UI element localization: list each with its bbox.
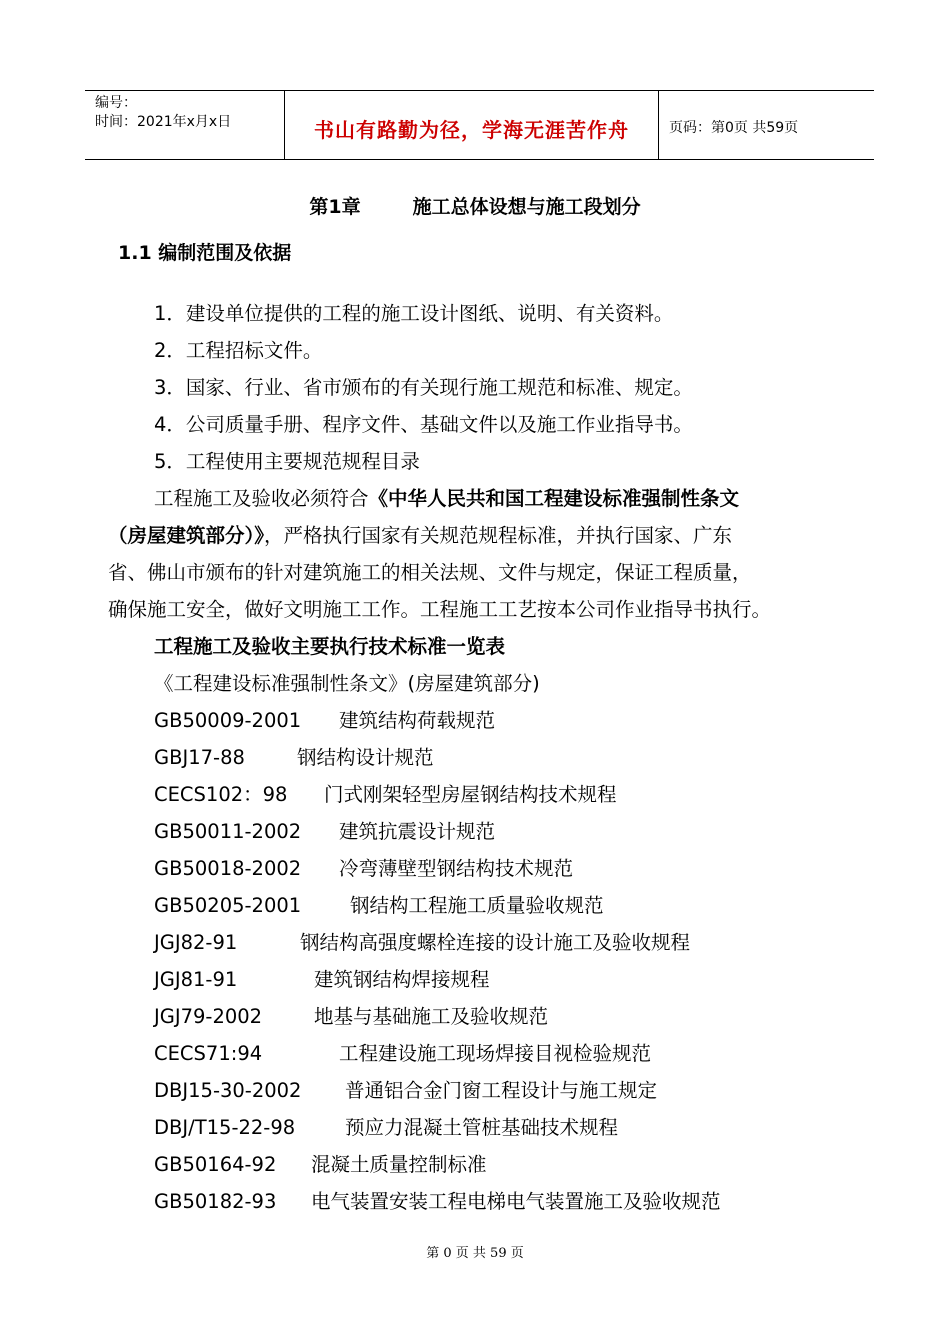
list-item: 5．工程使用主要规范规程目录 bbox=[154, 450, 420, 473]
standard-code: GB50011-2002 bbox=[154, 820, 302, 843]
list-item: 1．建设单位提供的工程的施工设计图纸、说明、有关资料。 bbox=[154, 302, 674, 325]
standard-name: 建筑钢结构焊接规程 bbox=[314, 968, 490, 991]
standard-code: CECS102：98 bbox=[154, 783, 288, 806]
standard-code: GBJ17-88 bbox=[154, 746, 245, 769]
standard-name: 钢结构设计规范 bbox=[297, 746, 434, 769]
table-title: 工程施工及验收主要执行技术标准一览表 bbox=[154, 635, 506, 658]
standards-intro: 《工程建设标准强制性条文》(房屋建筑部分) bbox=[154, 672, 540, 695]
section-heading: 1.1 编制范围及依据 bbox=[118, 242, 292, 264]
standard-row bbox=[108, 776, 868, 813]
standard-row bbox=[108, 1146, 868, 1183]
paragraph-lead: 工程施工及验收必须符合 bbox=[154, 487, 369, 510]
time-label: 时间：2021年x月x日 bbox=[95, 114, 232, 130]
standard-name: 建筑结构荷载规范 bbox=[339, 709, 496, 732]
standard-name: 混凝土质量控制标准 bbox=[311, 1153, 487, 1176]
standard-name: 预应力混凝土管桩基础技术规程 bbox=[345, 1116, 619, 1139]
standard-row bbox=[108, 1072, 868, 1109]
standard-code: GB50018-2002 bbox=[154, 857, 302, 880]
standard-row bbox=[108, 702, 868, 739]
chapter-heading bbox=[0, 192, 950, 219]
chapter-title: 施工总体设想与施工段划分 bbox=[412, 196, 641, 218]
standard-code: DBJ/T15-22-98 bbox=[154, 1116, 296, 1139]
standard-row bbox=[108, 1109, 868, 1146]
header-motto: 书山有路勤为径，学海无涯苦作舟 bbox=[285, 91, 659, 159]
standard-code: GB50164-92 bbox=[154, 1153, 277, 1176]
standard-code: GB50205-2001 bbox=[154, 894, 302, 917]
header-page-info: 页码：第0页 共59页 bbox=[669, 120, 799, 136]
standard-name: 电气装置安装工程电梯电气装置施工及验收规范 bbox=[311, 1190, 721, 1213]
standard-code: GB50182-93 bbox=[154, 1190, 277, 1213]
paragraph-line bbox=[108, 480, 868, 517]
paragraph-line: 省、佛山市颁布的针对建筑施工的相关法规、文件与规定，保证工程质量， bbox=[108, 561, 752, 584]
standard-row bbox=[108, 961, 868, 998]
list-item: 4．公司质量手册、程序文件、基础文件以及施工作业指导书。 bbox=[154, 413, 693, 436]
paragraph-bold-title: 《中华人民共和国工程建设标准强制性条文 bbox=[368, 487, 740, 510]
standard-name: 钢结构工程施工质量验收规范 bbox=[350, 894, 604, 917]
standard-name: 建筑抗震设计规范 bbox=[339, 820, 496, 843]
standard-code: JGJ82-91 bbox=[154, 931, 238, 954]
header-left-cell bbox=[85, 91, 285, 159]
list-item: 3．国家、行业、省市颁布的有关现行施工规范和标准、规定。 bbox=[154, 376, 693, 399]
chapter-number: 第1章 bbox=[309, 196, 361, 218]
standard-code: JGJ79-2002 bbox=[154, 1005, 263, 1028]
list-item: 2．工程招标文件。 bbox=[154, 339, 323, 362]
standard-code: DBJ15-30-2002 bbox=[154, 1079, 302, 1102]
paragraph-bold-subtitle: （房屋建筑部分）》 bbox=[108, 524, 265, 547]
standard-row bbox=[108, 1183, 868, 1220]
standard-row bbox=[108, 850, 868, 887]
number-label: 编号： bbox=[95, 95, 137, 111]
standard-name: 门式刚架轻型房屋钢结构技术规程 bbox=[324, 783, 617, 806]
paragraph-text: ，严格执行国家有关规范规程标准，并执行国家、广东 bbox=[264, 524, 733, 547]
standard-row bbox=[108, 1035, 868, 1072]
standard-code: CECS71:94 bbox=[154, 1042, 263, 1065]
standard-name: 冷弯薄壁型钢结构技术规范 bbox=[339, 857, 574, 880]
standard-name: 工程建设施工现场焊接目视检验规范 bbox=[339, 1042, 652, 1065]
header-table bbox=[85, 90, 874, 160]
standard-name: 钢结构高强度螺栓连接的设计施工及验收规程 bbox=[300, 931, 691, 954]
standard-row bbox=[108, 739, 868, 776]
paragraph-line bbox=[108, 517, 868, 554]
standard-name: 地基与基础施工及验收规范 bbox=[314, 1005, 549, 1028]
document-body bbox=[108, 295, 868, 1220]
standards-list bbox=[108, 702, 868, 1220]
standard-row bbox=[108, 887, 868, 924]
standard-row bbox=[108, 924, 868, 961]
standard-code: GB50009-2001 bbox=[154, 709, 302, 732]
paragraph-line: 确保施工安全，做好文明施工工作。工程施工工艺按本公司作业指导书执行。 bbox=[108, 598, 772, 621]
page-footer: 第 0 页 共 59 页 bbox=[426, 1246, 524, 1261]
standard-row bbox=[108, 813, 868, 850]
standard-code: JGJ81-91 bbox=[154, 968, 238, 991]
standard-row bbox=[108, 998, 868, 1035]
standard-name: 普通铝合金门窗工程设计与施工规定 bbox=[345, 1079, 658, 1102]
